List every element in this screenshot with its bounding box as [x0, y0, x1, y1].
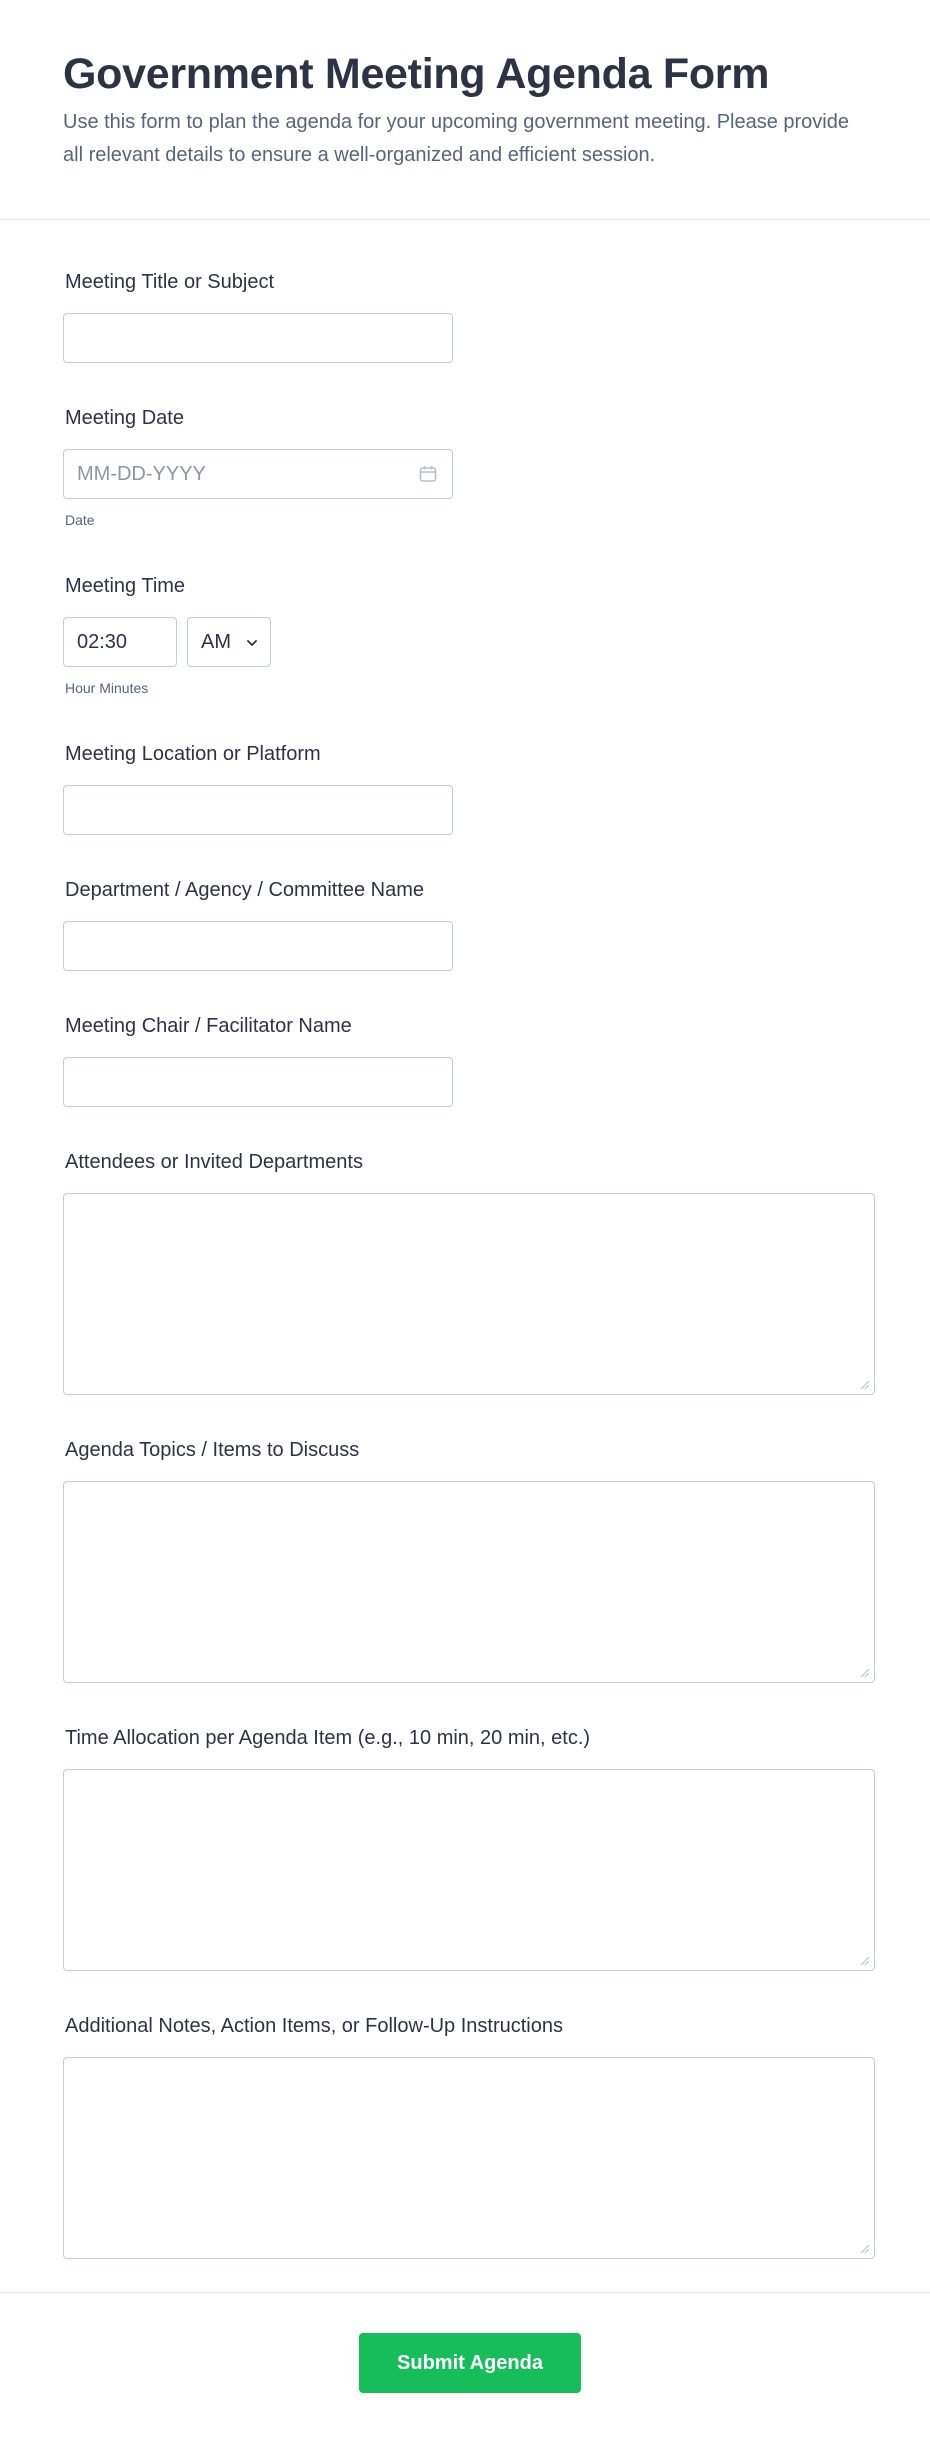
meeting-date-sublabel: Date: [65, 512, 95, 528]
agenda-topics-textarea[interactable]: [63, 1481, 875, 1683]
meeting-title-label: Meeting Title or Subject: [65, 271, 274, 293]
resize-grip-icon[interactable]: [860, 1956, 870, 1966]
meeting-location-input[interactable]: [63, 785, 453, 835]
meeting-time-value: 02:30: [77, 631, 128, 653]
page-title: Government Meeting Agenda Form: [63, 50, 770, 98]
agenda-topics-label: Agenda Topics / Items to Discuss: [65, 1439, 360, 1461]
meeting-time-input[interactable]: [63, 617, 177, 667]
department-input[interactable]: [63, 921, 453, 971]
meeting-time-sublabel: Hour Minutes: [65, 680, 149, 696]
meeting-date-input[interactable]: [63, 449, 453, 499]
additional-notes-textarea[interactable]: [63, 2057, 875, 2259]
meeting-time-label: Meeting Time: [65, 575, 186, 597]
attendees-label: Attendees or Invited Departments: [65, 1151, 363, 1173]
calendar-icon[interactable]: [418, 464, 438, 484]
meeting-date-placeholder: MM-DD-YYYY: [77, 463, 206, 485]
form-footer: [0, 2292, 930, 2442]
time-allocation-label: Time Allocation per Agenda Item (e.g., 10 min, 20 min, etc.): [65, 1727, 591, 1749]
meeting-location-label: Meeting Location or Platform: [65, 743, 321, 765]
time-allocation-textarea[interactable]: [63, 1769, 875, 1971]
department-label: Department / Agency / Committee Name: [65, 879, 425, 901]
submit-agenda-button[interactable]: Submit Agenda: [359, 2333, 581, 2393]
page-subtitle: Use this form to plan the agenda for your upcoming government meeting. Please provide all relevant details to ensure a well-organized and efficient session.: [63, 111, 849, 166]
attendees-textarea[interactable]: [63, 1193, 875, 1395]
resize-grip-icon[interactable]: [860, 2244, 870, 2254]
form-header: [0, 0, 930, 220]
ampm-select[interactable]: [187, 617, 271, 667]
chevron-down-icon: [245, 636, 259, 650]
meeting-title-input[interactable]: [63, 313, 453, 363]
chair-label: Meeting Chair / Facilitator Name: [65, 1015, 352, 1037]
resize-grip-icon[interactable]: [860, 1668, 870, 1678]
ampm-value: AM: [201, 631, 231, 653]
resize-grip-icon[interactable]: [860, 1380, 870, 1390]
meeting-date-label: Meeting Date: [65, 407, 184, 429]
chair-input[interactable]: [63, 1057, 453, 1107]
additional-notes-label: Additional Notes, Action Items, or Follow-Up Instructions: [65, 2015, 563, 2037]
